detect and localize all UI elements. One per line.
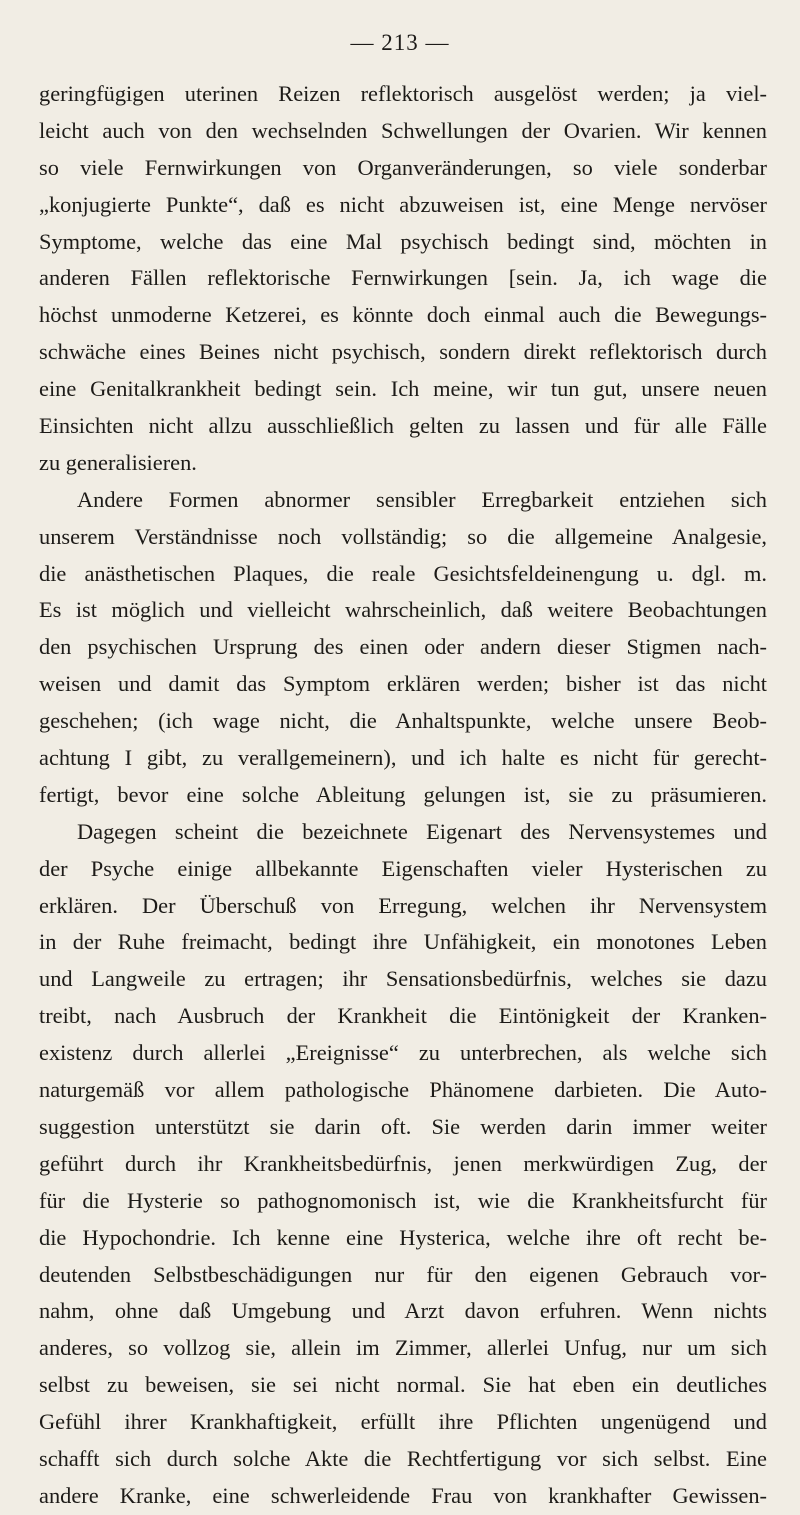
text-line: deutenden Selbstbeschädigungen nur für den eigenen Gebrauch vor- [39, 1261, 767, 1287]
text-line: anderes, so vollzog sie, allein im Zimmer, allerlei Unfug, nur um sich [39, 1335, 767, 1361]
page-number: — 213 — [350, 30, 450, 55]
text-line: andere Kranke, eine schwerleidende Frau von krankhafter Gewissen- [39, 1482, 767, 1508]
text-line: naturgemäß vor allem pathologische Phänomene darbieten. Die Auto- [39, 1077, 767, 1103]
text-line: existenz durch allerlei „Ereignisse“ zu unterbrechen, als welche sich [39, 1040, 767, 1066]
text-line: geschehen; (ich wage nicht, die Anhaltspunkte, welche unsere Beob- [39, 708, 767, 734]
text-line: Symptome, welche das eine Mal psychisch bedingt sind, möchten in [39, 228, 767, 254]
text-line: die Hypochondrie. Ich kenne eine Hysterica, welche ihre oft recht be- [39, 1224, 767, 1250]
text-line: fertigt, bevor eine solche Ableitung gelungen ist, sie zu präsumieren. [39, 781, 767, 807]
text-line: weisen und damit das Symptom erklären werden; bisher ist das nicht [39, 671, 767, 697]
text-line: zu generalisieren. [39, 449, 197, 475]
text-line: eine Genitalkrankheit bedingt sein. Ich meine, wir tun gut, unsere neuen [39, 376, 767, 402]
text-line: so viele Fernwirkungen von Organveränderungen, so viele sonderbar [39, 154, 767, 180]
text-line: anderen Fällen reflektorische Fernwirkungen [sein. Ja, ich wage die [39, 265, 767, 291]
text-line: den psychischen Ursprung des einen oder andern dieser Stigmen nach- [39, 634, 767, 660]
text-line: in der Ruhe freimacht, bedingt ihre Unfähigkeit, ein monotones Leben [39, 929, 767, 955]
text-line: Andere Formen abnormer sensibler Erregbarkeit entziehen sich [77, 486, 767, 512]
text-line: selbst zu beweisen, sie sei nicht normal. Sie hat eben ein deutliches [39, 1372, 767, 1398]
text-line: erklären. Der Überschuß von Erregung, welchen ihr Nervensystem [39, 892, 767, 918]
text-line: die anästhetischen Plaques, die reale Gesichtsfeldeinengung u. dgl. m. [39, 560, 767, 586]
text-line: unserem Verständnisse noch vollständig; so die allgemeine Analgesie, [39, 523, 767, 549]
text-line: schafft sich durch solche Akte die Rechtfertigung vor sich selbst. Eine [39, 1445, 767, 1471]
text-line: schwäche eines Beines nicht psychisch, sondern direkt reflektorisch durch [39, 339, 767, 365]
text-line: Es ist möglich und vielleicht wahrscheinlich, daß weitere Beobachtungen [39, 597, 767, 623]
text-line: der Psyche einige allbekannte Eigenschaften vieler Hysterischen zu [39, 855, 767, 881]
text-line: „konjugierte Punkte“, daß es nicht abzuweisen ist, eine Menge nervöser [39, 191, 767, 217]
text-line: Gefühl ihrer Krankhaftigkeit, erfüllt ihre Pflichten ungenügend und [39, 1409, 767, 1435]
text-line: Dagegen scheint die bezeichnete Eigenart des Nervensystemes und [77, 818, 767, 844]
text-line: und Langweile zu ertragen; ihr Sensationsbedürfnis, welches sie dazu [39, 966, 767, 992]
text-line: leicht auch von den wechselnden Schwellungen der Ovarien. Wir kennen [39, 117, 767, 143]
text-line: treibt, nach Ausbruch der Krankheit die Eintönigkeit der Kranken- [39, 1003, 767, 1029]
text-line: geführt durch ihr Krankheitsbedürfnis, jenen merkwürdigen Zug, der [39, 1150, 767, 1176]
text-line: höchst unmoderne Ketzerei, es könnte doch einmal auch die Bewegungs- [39, 302, 767, 328]
text-line: achtung I gibt, zu verallgemeinern), und ich halte es nicht für gerecht- [39, 745, 767, 771]
text-line: Einsichten nicht allzu ausschließlich gelten zu lassen und für alle Fälle [39, 413, 767, 439]
text-line: für die Hysterie so pathognomonisch ist, wie die Krankheitsfurcht für [39, 1187, 767, 1213]
text-line: geringfügigen uterinen Reizen reflektorisch ausgelöst werden; ja viel- [39, 81, 767, 106]
text-line: suggestion unterstützt sie darin oft. Sie werden darin immer weiter [39, 1113, 767, 1139]
text-line: nahm, ohne daß Umgebung und Arzt davon erfuhren. Wenn nichts [39, 1298, 767, 1324]
